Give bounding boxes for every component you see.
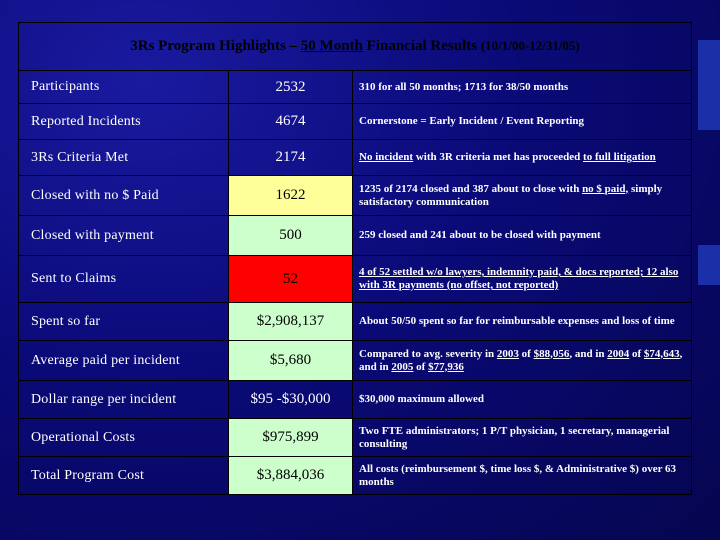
table-row	[19, 303, 692, 341]
row-label: Spent so far	[19, 303, 229, 341]
row-note	[353, 256, 692, 303]
table-row	[19, 216, 692, 256]
row-value: 2174	[229, 140, 353, 176]
note-text: , and in	[569, 347, 608, 360]
row-note	[353, 176, 692, 216]
row-label: Participants	[19, 71, 229, 104]
row-label: Average paid per incident	[19, 341, 229, 381]
title-date-range: (10/1/00-12/31/05)	[480, 38, 580, 53]
note-underlined: $74,643	[643, 347, 680, 360]
note-text: , and in	[359, 347, 683, 373]
title-prefix: 3Rs Program Highlights –	[130, 38, 301, 54]
title-underlined: 50 Month	[300, 38, 363, 54]
note-text: of	[629, 347, 644, 360]
note-text: of	[518, 347, 534, 360]
row-label: Operational Costs	[19, 419, 229, 457]
note-underlined: $88,056	[533, 347, 570, 360]
row-note: About 50/50 spent so far for reimbursable expenses and loss of time	[353, 303, 692, 341]
table-row	[19, 457, 692, 495]
row-value-highlight: $3,884,036	[229, 457, 353, 495]
financial-results-table	[18, 22, 692, 495]
row-note: All costs (reimbursement $, time loss $, & Administrative $) over 63 months	[353, 457, 692, 495]
table-row	[19, 71, 692, 104]
row-value: 4674	[229, 104, 353, 140]
note-text: Compared to avg. severity in	[359, 347, 497, 360]
note-underlined: 2005	[391, 360, 414, 373]
note-underlined: $77,936	[428, 360, 464, 373]
note-underlined: 2004	[607, 347, 630, 360]
note-underlined: no $ paid,	[582, 182, 629, 195]
decorative-bar-bottom	[698, 245, 720, 285]
row-note: $30,000 maximum allowed	[353, 381, 692, 419]
row-note	[353, 341, 692, 381]
row-value: 2532	[229, 71, 353, 104]
row-label: Total Program Cost	[19, 457, 229, 495]
note-text: of	[413, 360, 429, 373]
row-label: Reported Incidents	[19, 104, 229, 140]
row-note: Cornerstone = Early Incident / Event Reporting	[353, 104, 692, 140]
note-underlined: to full litigation	[583, 151, 656, 163]
row-label: 3Rs Criteria Met	[19, 140, 229, 176]
table-row	[19, 104, 692, 140]
row-value-highlight: 500	[229, 216, 353, 256]
row-note: 259 closed and 241 about to be closed with payment	[353, 216, 692, 256]
table-row	[19, 419, 692, 457]
note-underlined: No incident	[359, 151, 414, 163]
row-label: Dollar range per incident	[19, 381, 229, 419]
row-note: Two FTE administrators; 1 P/T physician, 1 secretary, managerial consulting	[353, 419, 692, 457]
note-text: simply satisfactory communication	[359, 182, 663, 208]
page-title	[19, 23, 692, 71]
table-row	[19, 381, 692, 419]
row-value-highlight: 1622	[229, 176, 353, 216]
row-note	[353, 140, 692, 176]
table-row	[19, 140, 692, 176]
decorative-bar-top	[698, 40, 720, 130]
note-text: with 3R criteria met has proceeded	[413, 151, 584, 163]
title-suffix: Financial Results	[362, 38, 481, 54]
row-label: Closed with payment	[19, 216, 229, 256]
row-value-highlight: $2,908,137	[229, 303, 353, 341]
row-label: Closed with no $ Paid	[19, 176, 229, 216]
title-row	[19, 23, 692, 71]
row-value-highlight: $975,899	[229, 419, 353, 457]
note-text: 1235 of 2174 closed and 387 about to close with	[359, 182, 583, 195]
row-note: 310 for all 50 months; 1713 for 38/50 months	[353, 71, 692, 104]
row-label: Sent to Claims	[19, 256, 229, 303]
row-value-highlight: 52	[229, 256, 353, 303]
note-underlined: 4 of 52 settled w/o lawyers, indemnity paid, & docs reported; 12 also with 3R payments (no offset, not reported)	[359, 266, 679, 291]
table-row	[19, 256, 692, 303]
row-value-highlight: $5,680	[229, 341, 353, 381]
table-row	[19, 176, 692, 216]
row-value: $95 -$30,000	[229, 381, 353, 419]
note-underlined: 2003	[496, 347, 519, 360]
table-row	[19, 341, 692, 381]
